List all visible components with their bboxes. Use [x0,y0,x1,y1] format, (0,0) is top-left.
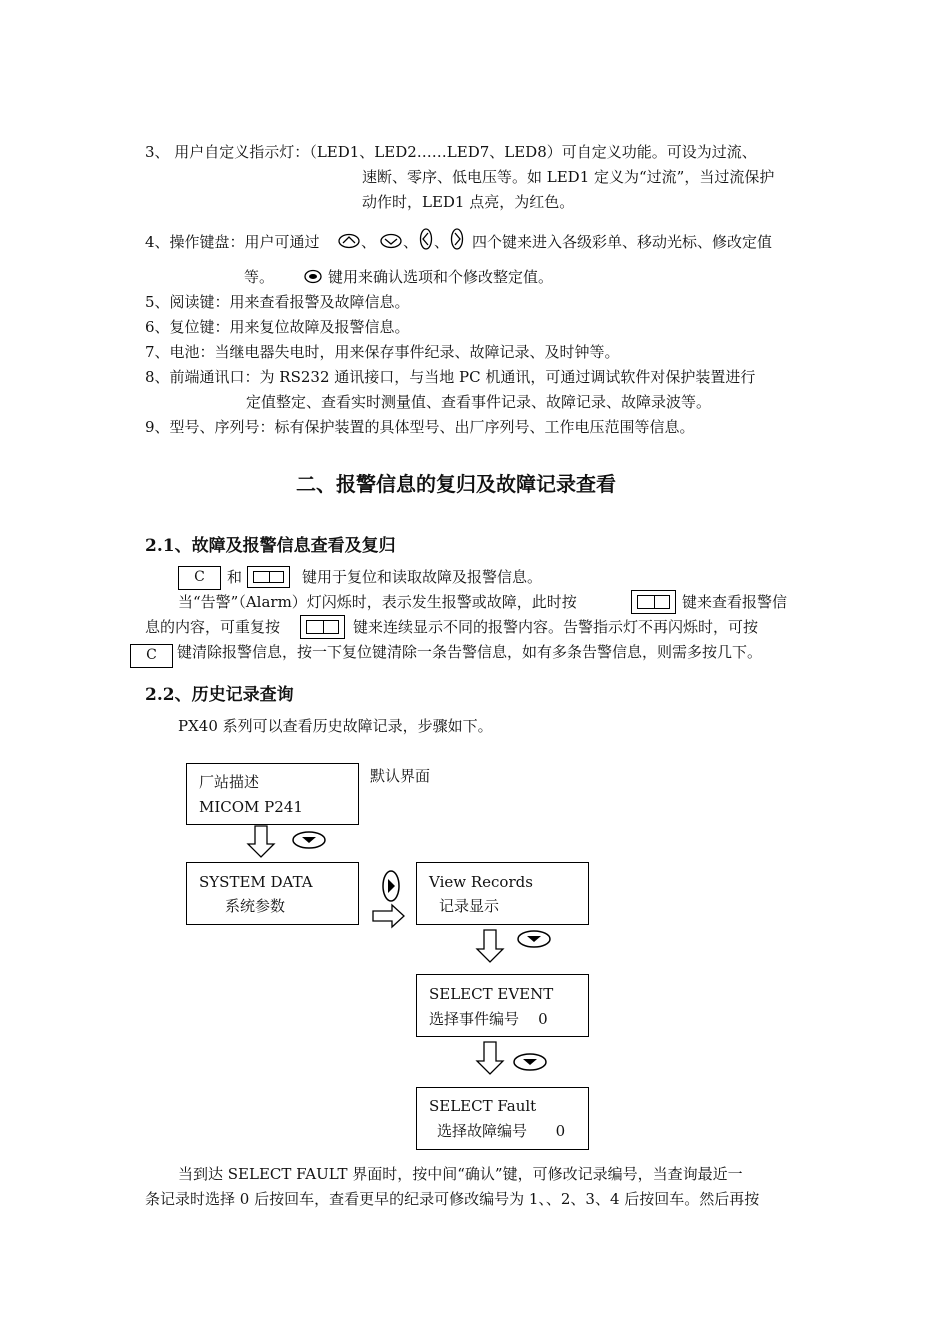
subsection-2-1-line4: 键清除报警信息，按一下复位键清除一条告警信息，如有多条告警信息，则需多按几下。 [177,643,763,661]
read-key-icon [253,571,284,583]
list-item-4-prefix: 4、操作键盘：用户可通过 [145,233,320,251]
list-item-9: 9、型号、序列号：标有保护装置的具体型号、出厂序列号、工作电压范围等信息。 [145,418,695,436]
flow-box-line: 系统参数 [225,897,286,915]
flow-box-line: SELECT Fault [429,1097,537,1115]
flow-box-line: 选择事件编号 0 [429,1010,548,1028]
flow-box-line: 厂站描述 [199,773,260,791]
subsection-2-1-line2-suffix: 键来查看报警信 [682,593,788,611]
list-item-4-sep2: 、 [403,233,419,251]
subsection-2-1-line3-prefix: 息的内容，可重复按 [145,618,281,636]
enter-key-icon [304,269,322,284]
right-flow-arrow-icon [372,904,406,928]
subsection-2-1-line3-suffix: 键来连续显示不同的报警内容。告警指示灯不再闪烁时，可按 [353,618,759,636]
flow-box-default-screen [186,763,359,825]
c-key-label: C [194,569,205,585]
closing-line1: 当到达 SELECT FAULT 界面时，按中间“确认”键，可修改记录编号，当查询最近一 [178,1165,743,1183]
read-key-icon [637,595,670,609]
list-item-6: 6、复位键：用来复位故障及报警信息。 [145,318,410,336]
read-key [631,590,676,614]
down-arrow-key-icon [380,232,402,250]
list-item-3-line2: 速断、零序、低电压等。如 LED1 定义为“过流”，当过流保护 [362,168,775,186]
flow-box-system-data [186,862,359,925]
list-item-8-line1: 8、前端通讯口：为 RS232 通讯接口，与当地 PC 机通讯，可通过调试软件对保护装置进行 [145,368,756,386]
read-key-icon [306,620,339,634]
list-item-4-suffix: 四个键来进入各级彩单、移动光标、修改定值 [472,233,773,251]
list-item-3-line1: 3、 用户自定义指示灯：（LED1、LED2‥‥‥LED7、LED8）可自定义功能。可设为过流、 [145,143,757,161]
down-arrow-key-icon [512,1052,548,1072]
subsection-2-1-line1: 键用于复位和读取故障及报警信息。 [302,568,543,586]
flow-box-line: MICOM P241 [199,798,303,816]
c-key [178,566,221,590]
read-key [247,566,290,588]
down-arrow-key-icon [291,830,327,850]
list-item-4-line2-suffix: 键用来确认选项和个修改整定值。 [328,268,554,286]
list-item-3-line3: 动作时，LED1 点亮，为红色。 [362,193,575,211]
down-flow-arrow-icon [475,1042,505,1076]
list-item-4-sep1: 、 [361,233,377,251]
closing-line2: 条记录时选择 0 后按回车，查看更早的纪录可修改编号为 1、、2、3、4 后按回车。然后再按 [145,1190,760,1208]
c-key [130,644,173,668]
subsection-2-1-title: 2.1、故障及报警信息查看及复归 [145,536,396,556]
up-arrow-key-icon [338,232,360,250]
right-arrow-key-icon [450,228,464,250]
flow-box-line: View Records [429,873,533,891]
down-arrow-key-icon [516,929,552,949]
c-key-label: C [146,647,157,663]
subsection-2-1-line2-prefix: 当“告警”（Alarm）灯闪烁时，表示发生报警或故障，此时按 [178,593,577,611]
flow-note-default: 默认界面 [370,767,431,785]
list-item-8-line2: 定值整定、查看实时测量值、查看事件记录、故障记录、故障录波等。 [246,393,712,411]
and-word: 和 [227,568,243,586]
flow-box-line: 选择故障编号 0 [437,1122,566,1140]
left-arrow-key-icon [419,228,433,250]
list-item-4-sep3: 、 [434,233,450,251]
right-arrow-key-icon [380,869,402,903]
list-item-7: 7、电池：当继电器失电时，用来保存事件纪录、故障记录、及时钟等。 [145,343,620,361]
flow-box-select-event [416,974,589,1037]
subsection-2-2-intro: PX40 系列可以查看历史故障记录，步骤如下。 [178,717,493,735]
flow-box-select-fault [416,1087,589,1150]
section-title: 二、报警信息的复归及故障记录查看 [296,472,616,496]
flow-box-view-records [416,862,589,925]
flow-box-line: SYSTEM DATA [199,873,313,891]
subsection-2-2-title: 2.2、历史记录查询 [145,685,294,705]
read-key [300,615,345,639]
flow-box-line: SELECT EVENT [429,985,554,1003]
list-item-4-line2-prefix: 等。 [244,268,275,286]
flow-box-line: 记录显示 [439,897,500,915]
down-flow-arrow-icon [246,826,276,858]
down-flow-arrow-icon [475,930,505,964]
list-item-5: 5、阅读键：用来查看报警及故障信息。 [145,293,410,311]
